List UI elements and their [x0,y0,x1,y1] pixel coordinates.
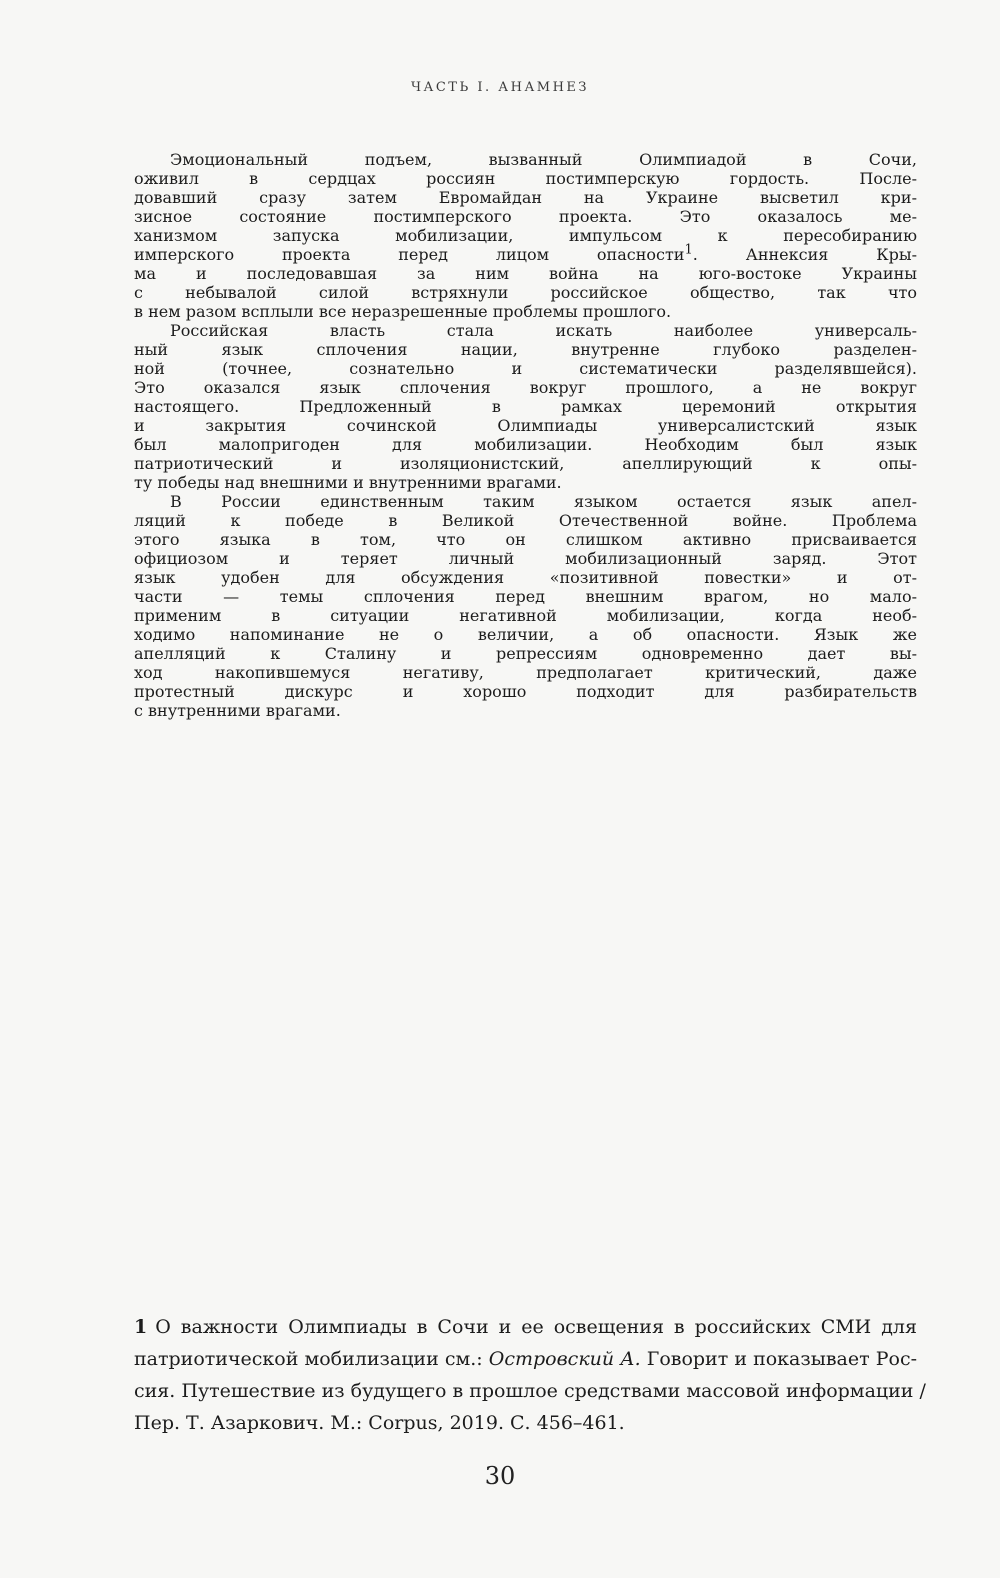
paragraph-1 [134,150,917,321]
footnote-number: 1 [134,1316,148,1338]
text-line-part: имперского проекта перед лицом опасности [134,245,685,264]
text-line: зисное состояние постимперского проекта. Это оказалось ме- [134,207,917,226]
footnote-area [134,1311,926,1439]
text-line: оживил в сердцах россиян постимперскую гордость. После- [134,169,917,188]
text-line: язык удобен для обсуждения «позитивной повестки» и от- [134,568,917,587]
text-line: протестный дискурс и хорошо подходит для разбирательств [134,682,917,701]
text-line: применим в ситуации негативной мобилизации, когда необ- [134,606,917,625]
text-line: официозом и теряет личный мобилизационный заряд. Этот [134,549,917,568]
footnote-line: сия. Путешествие из будущего в прошлое средствами массовой информации / [134,1380,926,1402]
text-line: В России единственным таким языком остается язык апел- [170,492,917,511]
text-line: Российская власть стала искать наиболее универсаль- [170,321,917,340]
footnote-text: Говорит и показывает Рос- [640,1348,918,1370]
text-line: ту победы над внешними и внутренними врагами. [134,473,562,492]
footnote-text: О важности Олимпиады в Сочи и ее освещения в российских СМИ для [155,1316,917,1338]
text-line: ляций к победе в Великой Отечественной войне. Проблема [134,511,917,530]
text-line: с небывалой силой встряхнули российское общество, так что [134,283,917,302]
footnote-line [134,1311,917,1343]
footnote-text: патриотической мобилизации см.: [134,1348,489,1370]
paragraph-3 [134,492,917,720]
text-line: и закрытия сочинской Олимпиады универсалистский язык [134,416,917,435]
text-line: Это оказался язык сплочения вокруг прошлого, а не вокруг [134,378,917,397]
text-line: ханизмом запуска мобилизации, импульсом к пересобиранию [134,226,917,245]
text-line: Эмоциональный подъем, вызванный Олимпиадой в Сочи, [170,150,917,169]
footnote-line: Пер. Т. Азаркович. М.: Corpus, 2019. С. 456–461. [134,1412,625,1434]
text-line: части — темы сплочения перед внешним врагом, но мало- [134,587,917,606]
text-line: ходимо напоминание не о величии, а об опасности. Язык же [134,625,917,644]
footnote-reference[interactable]: 1 [684,242,693,258]
footnote-line [134,1343,917,1375]
text-line: апелляций к Сталину и репрессиям одновременно дает вы- [134,644,917,663]
text-line: настоящего. Предложенный в рамках церемоний открытия [134,397,917,416]
footnote-author: Островский А. [488,1348,641,1370]
text-line: ной (точнее, сознательно и систематически разделявшейся). [134,359,917,378]
text-line: с внутренними врагами. [134,701,341,720]
text-line: довавший сразу затем Евромайдан на Украине высветил кри- [134,188,917,207]
paragraph-2 [134,321,917,492]
body-text [134,150,917,720]
text-line: ма и последовавшая за ним война на юго-востоке Украины [134,264,917,283]
text-line: патриотический и изоляционистский, апеллирующий к опы- [134,454,917,473]
text-line: был малопригоден для мобилизации. Необходим был язык [134,435,917,454]
text-line-with-footnote [134,242,918,264]
text-line: ный язык сплочения нации, внутренне глубоко разделен- [134,340,917,359]
text-line: в нем разом всплыли все неразрешенные проблемы прошлого. [134,302,672,321]
text-line: ход накопившемуся негативу, предполагает критический, даже [134,663,917,682]
page-number: 30 [484,1462,516,1490]
running-head: ЧАСТЬ I. АНАМНЕЗ [410,80,590,95]
text-line: этого языка в том, что он слишком активно присваивается [134,530,917,549]
text-line-part: . Аннексия Кры- [692,245,918,264]
